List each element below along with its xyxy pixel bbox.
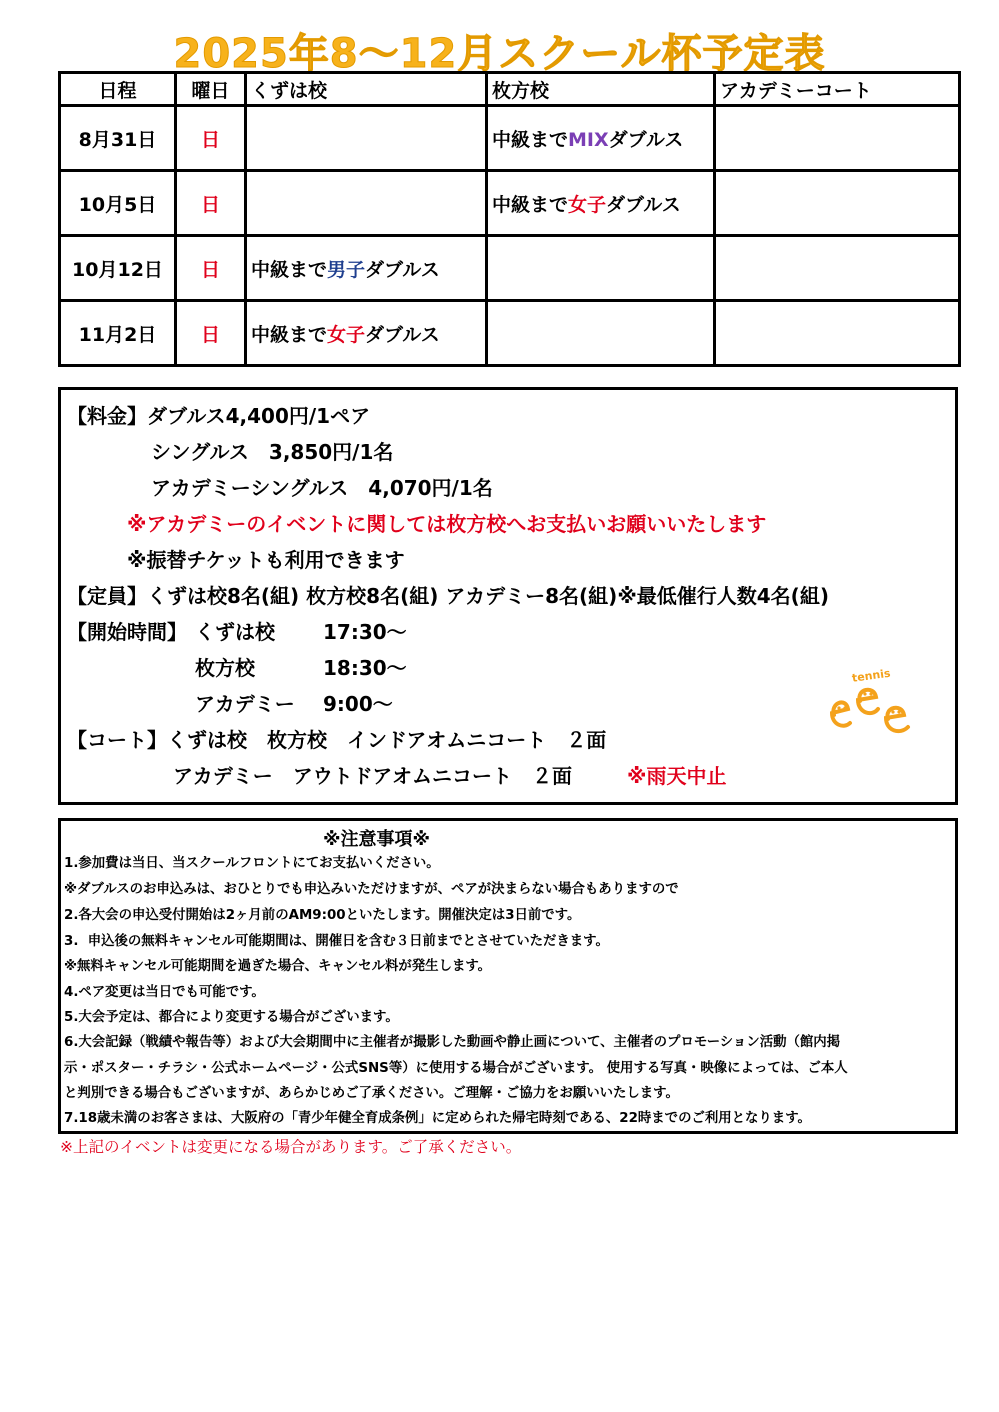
table-row — [60, 171, 960, 236]
row-date: 8月31日 — [60, 106, 176, 171]
fee-academy-singles: アカデミーシングルス 4,070円/1名 — [151, 476, 493, 500]
row-academy-event — [715, 236, 960, 301]
fee-academy-payment-note: ※アカデミーのイベントに関しては枚方校へお支払いお願いいたします — [127, 512, 767, 536]
rain-cancel-note: ※雨天中止 — [627, 764, 727, 788]
tennis-egg-logo — [826, 667, 916, 742]
row-weekday: 日 — [176, 236, 246, 301]
row-weekday: 日 — [176, 171, 246, 236]
note-item: 2.各大会の申込受付開始は2ヶ月前のAM9:00といたします。開催決定は3日前です。 — [64, 908, 581, 923]
start-time-hirakata: 18:30～ — [323, 656, 407, 680]
fee-singles: シングルス 3,850円/1名 — [151, 440, 394, 464]
row-weekday: 日 — [176, 301, 246, 366]
note-item: ※ダブルスのお申込みは、おひとりでも申込みいただけますが、ペアが決まらない場合もありますので — [64, 882, 679, 897]
event-type: ダブルス — [365, 258, 440, 281]
row-date: 11月2日 — [60, 301, 176, 366]
note-item: 3. 申込後の無料キャンセル可能期間は、開催日を含む３日前までとさせていただきます。 — [64, 934, 609, 949]
start-school-academy: アカデミー — [195, 692, 295, 716]
header-hirakata: 枚方校 — [487, 73, 715, 106]
header-date: 日程 — [60, 73, 176, 106]
event-type: ダブルス — [608, 128, 684, 151]
row-weekday: 日 — [176, 106, 246, 171]
row-kuzuha-event — [246, 301, 487, 366]
event-category: MIX — [568, 128, 609, 151]
event-level: 中級まで — [492, 128, 569, 151]
event-level: 中級まで — [251, 258, 328, 281]
header-weekday: 曜日 — [176, 73, 246, 106]
note-item: 6.大会記録（戦績や報告等）および大会期間中に主催者が撮影した動画や静止画について、主催者のプロモーション活動（館内掲 — [64, 1035, 841, 1050]
start-time-label: 【開始時間】 — [67, 620, 187, 644]
footer-note: ※上記のイベントは変更になる場合があります。ご了承ください。 — [60, 1138, 522, 1156]
note-item: 1.参加費は当日、当スクールフロントにてお支払いください。 — [64, 856, 440, 871]
info-box — [58, 387, 958, 805]
row-kuzuha-event — [246, 106, 487, 171]
row-hirakata-event — [487, 171, 715, 236]
fee-doubles: 【料金】ダブルス4,400円/1ペア — [67, 404, 371, 428]
event-type: ダブルス — [606, 193, 681, 216]
note-item: 7.18歳未満のお客さまは、大阪府の「青少年健全育成条例」に定められた帰宅時刻である、22時までのご利用となります。 — [64, 1111, 811, 1126]
event-category: 女子 — [568, 193, 607, 216]
capacity-line: 【定員】くずは校8名(組) 枚方校8名(組) アカデミー8名(組)※最低催行人数4名(組) — [67, 584, 829, 608]
row-date: 10月12日 — [60, 236, 176, 301]
event-type: ダブルス — [365, 323, 440, 346]
court-line-2: アカデミー アウトドアオムニコート ２面 — [173, 764, 572, 788]
court-line-1: 【コート】くずは校 枚方校 インドアオムニコート ２面 — [67, 728, 607, 752]
event-level: 中級まで — [251, 323, 328, 346]
row-hirakata-event — [487, 301, 715, 366]
table-row — [60, 301, 960, 366]
row-hirakata-event — [487, 236, 715, 301]
table-row — [60, 106, 960, 171]
event-category: 女子 — [327, 323, 366, 346]
event-category: 男子 — [327, 258, 366, 281]
note-item: と判別できる場合もございますが、あらかじめご了承ください。ご理解・ご協力をお願いいたします。 — [64, 1086, 679, 1101]
row-kuzuha-event — [246, 236, 487, 301]
row-academy-event — [715, 106, 960, 171]
start-time-kuzuha: 17:30～ — [323, 620, 407, 644]
start-school-kuzuha: くずは校 — [195, 620, 275, 644]
fee-ticket-note: ※振替チケットも利用できます — [127, 548, 405, 572]
notes-heading: ※注意事項※ — [323, 829, 430, 850]
header-academy: アカデミーコート — [715, 73, 960, 106]
start-time-academy: 9:00～ — [323, 692, 393, 716]
table-row — [60, 236, 960, 301]
note-item: 4.ペア変更は当日でも可能です。 — [64, 985, 265, 1000]
row-kuzuha-event — [246, 171, 487, 236]
note-item: ※無料キャンセル可能期間を過ぎた場合、キャンセル料が発生します。 — [64, 959, 492, 974]
row-academy-event — [715, 301, 960, 366]
row-hirakata-event — [487, 106, 715, 171]
logo-text: tennis — [851, 667, 892, 685]
schedule-table — [58, 71, 961, 367]
row-academy-event — [715, 171, 960, 236]
start-school-hirakata: 枚方校 — [195, 656, 255, 680]
header-kuzuha: くずは校 — [246, 73, 487, 106]
row-date: 10月5日 — [60, 171, 176, 236]
event-level: 中級まで — [492, 193, 569, 216]
note-item: 5.大会予定は、都合により変更する場合がございます。 — [64, 1010, 399, 1025]
note-item: 示・ポスター・チラシ・公式ホームページ・公式SNS等）に使用する場合がございます。 使用する写真・映像によっては、ご本人 — [64, 1061, 848, 1076]
table-header-row — [60, 73, 960, 106]
page-title: 2025年8～12月スクール杯予定表 — [173, 31, 826, 77]
notes-box — [58, 818, 958, 1134]
